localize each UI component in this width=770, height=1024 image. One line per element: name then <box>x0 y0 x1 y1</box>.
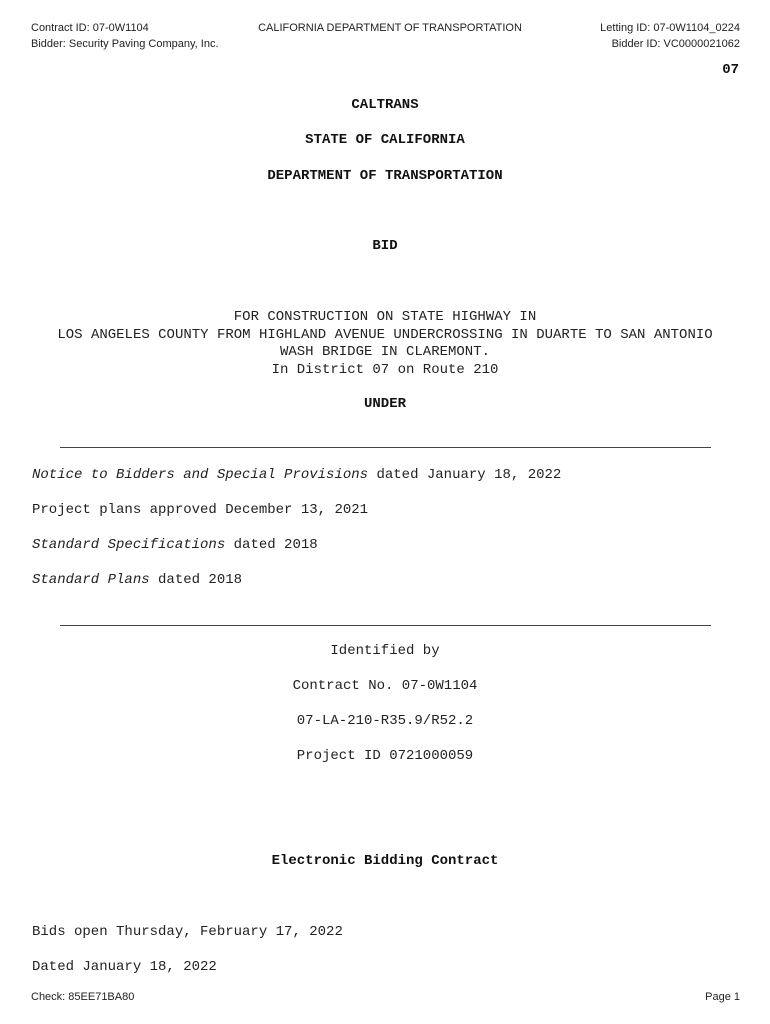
divider-top <box>60 447 711 448</box>
specs-line <box>32 537 318 553</box>
title-state: STATE OF CALIFORNIA <box>305 132 465 148</box>
specs-title: Standard Specifications <box>32 537 226 553</box>
description-line-4: In District 07 on Route 210 <box>271 361 499 378</box>
title-department: DEPARTMENT OF TRANSPORTATION <box>267 168 503 184</box>
identified-by: Identified by <box>330 643 440 659</box>
std-plans-title: Standard Plans <box>32 572 150 588</box>
std-plans-date: dated 2018 <box>149 572 243 588</box>
header-right <box>600 20 740 52</box>
agency-name: CALIFORNIA DEPARTMENT OF TRANSPORTATION <box>258 22 522 34</box>
notice-date: dated January 18, 2022 <box>368 467 562 483</box>
bids-open: Bids open Thursday, February 17, 2022 <box>32 924 343 940</box>
bidder-id: Bidder ID: VC0000021062 <box>611 38 740 50</box>
description-line-1: FOR CONSTRUCTION ON STATE HIGHWAY IN <box>233 309 537 325</box>
contract-id: Contract ID: 07-0W1104 <box>31 22 149 34</box>
notice-title: Notice to Bidders and Special Provisions <box>32 467 369 483</box>
std-plans-line <box>32 572 242 588</box>
project-id: Project ID 0721000059 <box>296 748 474 764</box>
title-caltrans: CALTRANS <box>351 97 419 113</box>
contract-type: Electronic Bidding Contract <box>271 853 499 869</box>
under-heading: UNDER <box>363 396 406 412</box>
district-code: 07 <box>722 62 739 78</box>
bidder-name: Bidder: Security Paving Company, Inc. <box>31 38 219 50</box>
project-location: 07-LA-210-R35.9/R52.2 <box>296 713 474 729</box>
specs-date: dated 2018 <box>225 537 318 553</box>
contract-number: Contract No. 07-0W1104 <box>292 678 478 694</box>
letting-id: Letting ID: 07-0W1104_0224 <box>600 22 740 34</box>
notice-line <box>32 467 561 483</box>
description-line-3: WASH BRIDGE IN CLAREMONT. <box>279 344 491 360</box>
dated-line: Dated January 18, 2022 <box>32 959 217 975</box>
page-number: Page 1 <box>705 991 740 1003</box>
project-description <box>0 309 770 379</box>
description-line-2: LOS ANGELES COUNTY FROM HIGHLAND AVENUE UNDERCROSSING IN DUARTE TO SAN ANTONIO <box>57 326 713 343</box>
check-code: Check: 85EE71BA80 <box>31 991 135 1003</box>
divider-bottom <box>60 625 711 626</box>
title-bid: BID <box>372 238 398 254</box>
plans-line: Project plans approved December 13, 2021 <box>32 502 369 518</box>
